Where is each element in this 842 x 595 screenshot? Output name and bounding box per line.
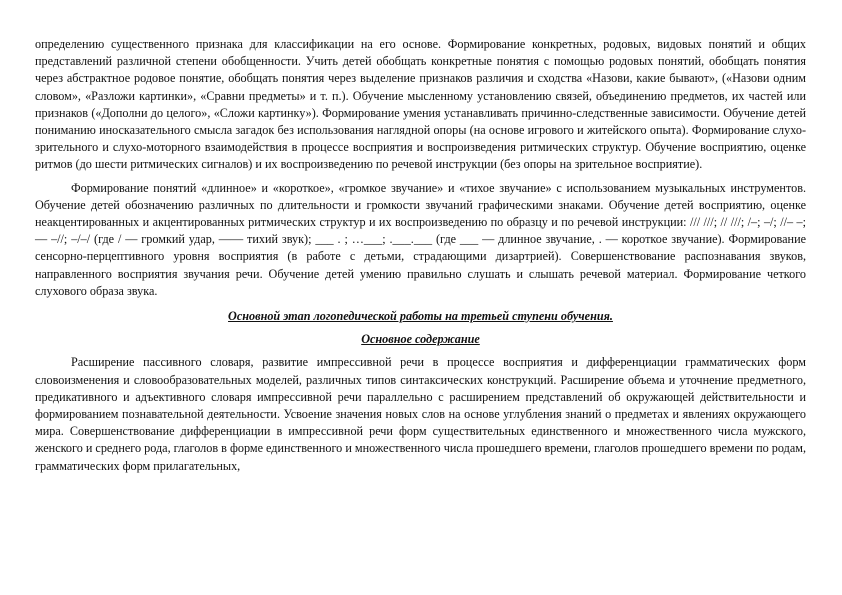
paragraph-concepts: Формирование понятий «длинное» и «короткое», «громкое звучание» и «тихое звучание» с использованием музыкальных инструментов. Обучение детей обозначению различных по длительности и громкости звучаний графическими знаками. Обучение детей восприятию, оценке неакцентированных и акцентированных ритмических структур и их воспроизведению по образцу и по речевой инструкции: /// ///; // ///; /–; –/; //– –; — –//; –/–/ (где / — громкий удар, —— тихий звук); ___ . ; …___; .___.___ (где ___ — длинное звучание, . — короткое звучание). Формирование сенсорно-перцептивного уровня восприятия (в работе с детьми, страдающими дизартрией). Совершенствование распознавания звуков, направленного восприятия звучания речи. Обучение детей умению правильно слушать и слышать речевой материал. Формирование четкого слухового образа звука. xyxy=(35,180,806,298)
content-heading: Основное содержание xyxy=(361,332,480,347)
document-page xyxy=(35,36,806,475)
stage-heading: Основной этап логопедической работы на третьей ступени обучения. xyxy=(228,309,613,324)
paragraph-vocabulary: Расширение пассивного словаря, развитие импрессивной речи в процессе восприятия и дифференциации грамматических форм словоизменения и словообразовательных моделей, различных типов синтаксических конструкций. Расширение объема и уточнение предметного, предикативного и адъективного словаря импрессивной речи параллельно с расширением представлений об окружающей действительности и формированием познавательной деятельности. Усвоение значения новых слов на основе углубления знаний о предметах и явлениях окружающего мира. Совершенствование дифференциации в импрессивной речи форм существительных единственного и множественного числа мужского, женского и среднего рода, глаголов в форме единственного и множественного числа прошедшего времени, глаголов прошедшего времени по родам, грамматических форм прилагательных, xyxy=(35,355,806,473)
paragraph-intro: определению существенного признака для классификации на его основе. Формирование конкретных, родовых, видовых понятий и общих представлений различной степени обобщенности. Учить детей обобщать конкретные понятия с помощью родовых понятий, обобщать понятия через абстрактное родовое понятие, обобщать понятия через выделение признаков различия и сходства «Назови, какие бывают», («Назови одним словом», «Разложи картинки», «Сравни предметы» и т. п.). Обучение мысленному установлению связей, объединению предметов, их частей или признаков («Дополни до целого», «Сложи картинку»). Формирование умения устанавливать причинно-следственные зависимости. Обучение детей пониманию иносказательного смысла загадок без использования наглядной опоры (на основе игрового и житейского опыта). Формирование слухо-зрительного и слухо-моторного взаимодействия в процессе восприятия и воспроизведения ритмических структур. Обучение восприятию, оценке ритмов (до шести ритмических сигналов) и их воспроизведению по речевой инструкции (без опоры на зрительное восприятие). xyxy=(35,37,806,172)
